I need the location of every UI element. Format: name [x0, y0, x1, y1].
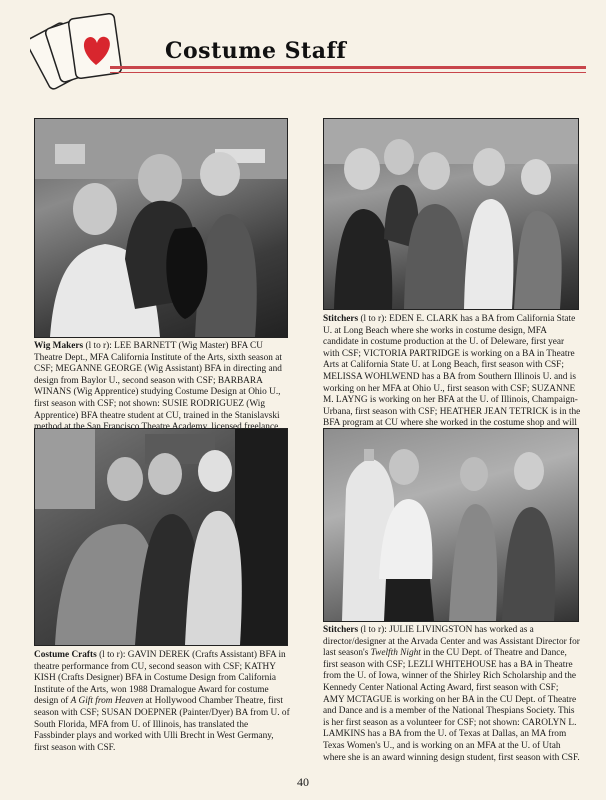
caption-body-end: at Hollywood Chamber Theatre, first season with CSF; SUSAN DOEPNER (Painter/Dyer) BA from U. of South Florida, MFA from U. of Illinois, has translated the Fassbinder plays and worked with Ulli Brecht in West Germany, first season with CSF. [34, 696, 290, 753]
caption-heading: Costume Crafts [34, 650, 100, 660]
caption-heading: Stitchers [323, 314, 361, 324]
caption-body: (l to r): EDEN E. CLARK has a BA from California State U. at Long Beach where she works in costume design, MFA candidate in costume production at the U. of Deleware, first year with CSF; VICTORIA PARTRIDGE is working on a BA in Theatre Arts at California State U. at Long Beach, first season with CSF; MELISSA WOHLWEND has a BA from Southern Illinois U. and is working on her MFA at Ohio U., first season with CSF; SUZANNE M. LAYNG is working on her BFA at the U. of Illinois, Champaign-Urbana, first season with CSF; HEATHER JEAN TETRICK is in the BFA program at CU where she worked in the costume shop and will [323, 314, 581, 429]
page-number: 40 [297, 775, 309, 789]
caption-costume-crafts [34, 650, 290, 754]
caption-body-start: (l to r): JULIE LIVINGSTON has worked as a director/designer at the Arvada Center and was Assistant Director for last season's [323, 625, 580, 659]
photo-costume-crafts [34, 428, 288, 646]
caption-italic-title: A Gift from Heaven [70, 696, 144, 707]
photo-wig-makers [34, 118, 288, 338]
header-rule-thin [110, 72, 586, 73]
caption-body-end: in the CU Dept. of Theatre and Dance, first season with CSF; LEZLI WHITEHOUSE has a BA in Theatre from the U. of Iowa, winner of the Shirley Rich Scholarship and the Kennedy Center National Acting Award, first season with CSF; AMY MCTAGUE is working on her BA in the CU Dept. of Theatre and Dance and is a member of the National Thespians Society. This is her first season as a volunteer for CSF; not shown: CAROLYN L. LAMKINS has a BA from the U. of Texas at Dallas, an MA from Texas Women's U., and is working on an MFA at the U. of Utah where she is an award winning design student, first season with CSF. [323, 648, 580, 763]
caption-body: (l to r): LEE BARNETT (Wig Master) BFA CU Theatre Dept., MFA California Institute of the Arts, sixth season at CSF; MEGANNE GEORGE (Wig Assistant) BFA in directing and design from Baylor U., second season with CSF; BARBARA WINANS (Wig Apprentice) studying Costume Design at Ohio U., first season with CSF; not shown: SUSIE RODRIGUEZ (Wig Apprentice) BFA theatre student at CU, trained in the Stanislavski [34, 341, 282, 421]
page-title: Costume Staff [165, 38, 347, 64]
photo-stitchers-2 [323, 428, 579, 622]
caption-stitchers-1 [323, 314, 581, 442]
photo-stitchers-1 [323, 118, 579, 310]
playing-cards-heart-icon [30, 10, 135, 90]
caption-body-start: (l to r): GAVIN DEREK (Crafts Assistant) BFA in theatre performance from CU, second season with CSF; KATHY KISH (Crafts Designer) BFA in Costume Design from California Institute of the Arts, won 1988 Dramalogue Award for costume design of [34, 650, 286, 707]
caption-heading: Wig Makers [34, 341, 86, 351]
header-rule [110, 66, 586, 69]
caption-italic-title: Twelfth Night [370, 648, 421, 659]
caption-stitchers-2 [323, 625, 581, 764]
caption-heading: Stitchers [323, 625, 361, 635]
